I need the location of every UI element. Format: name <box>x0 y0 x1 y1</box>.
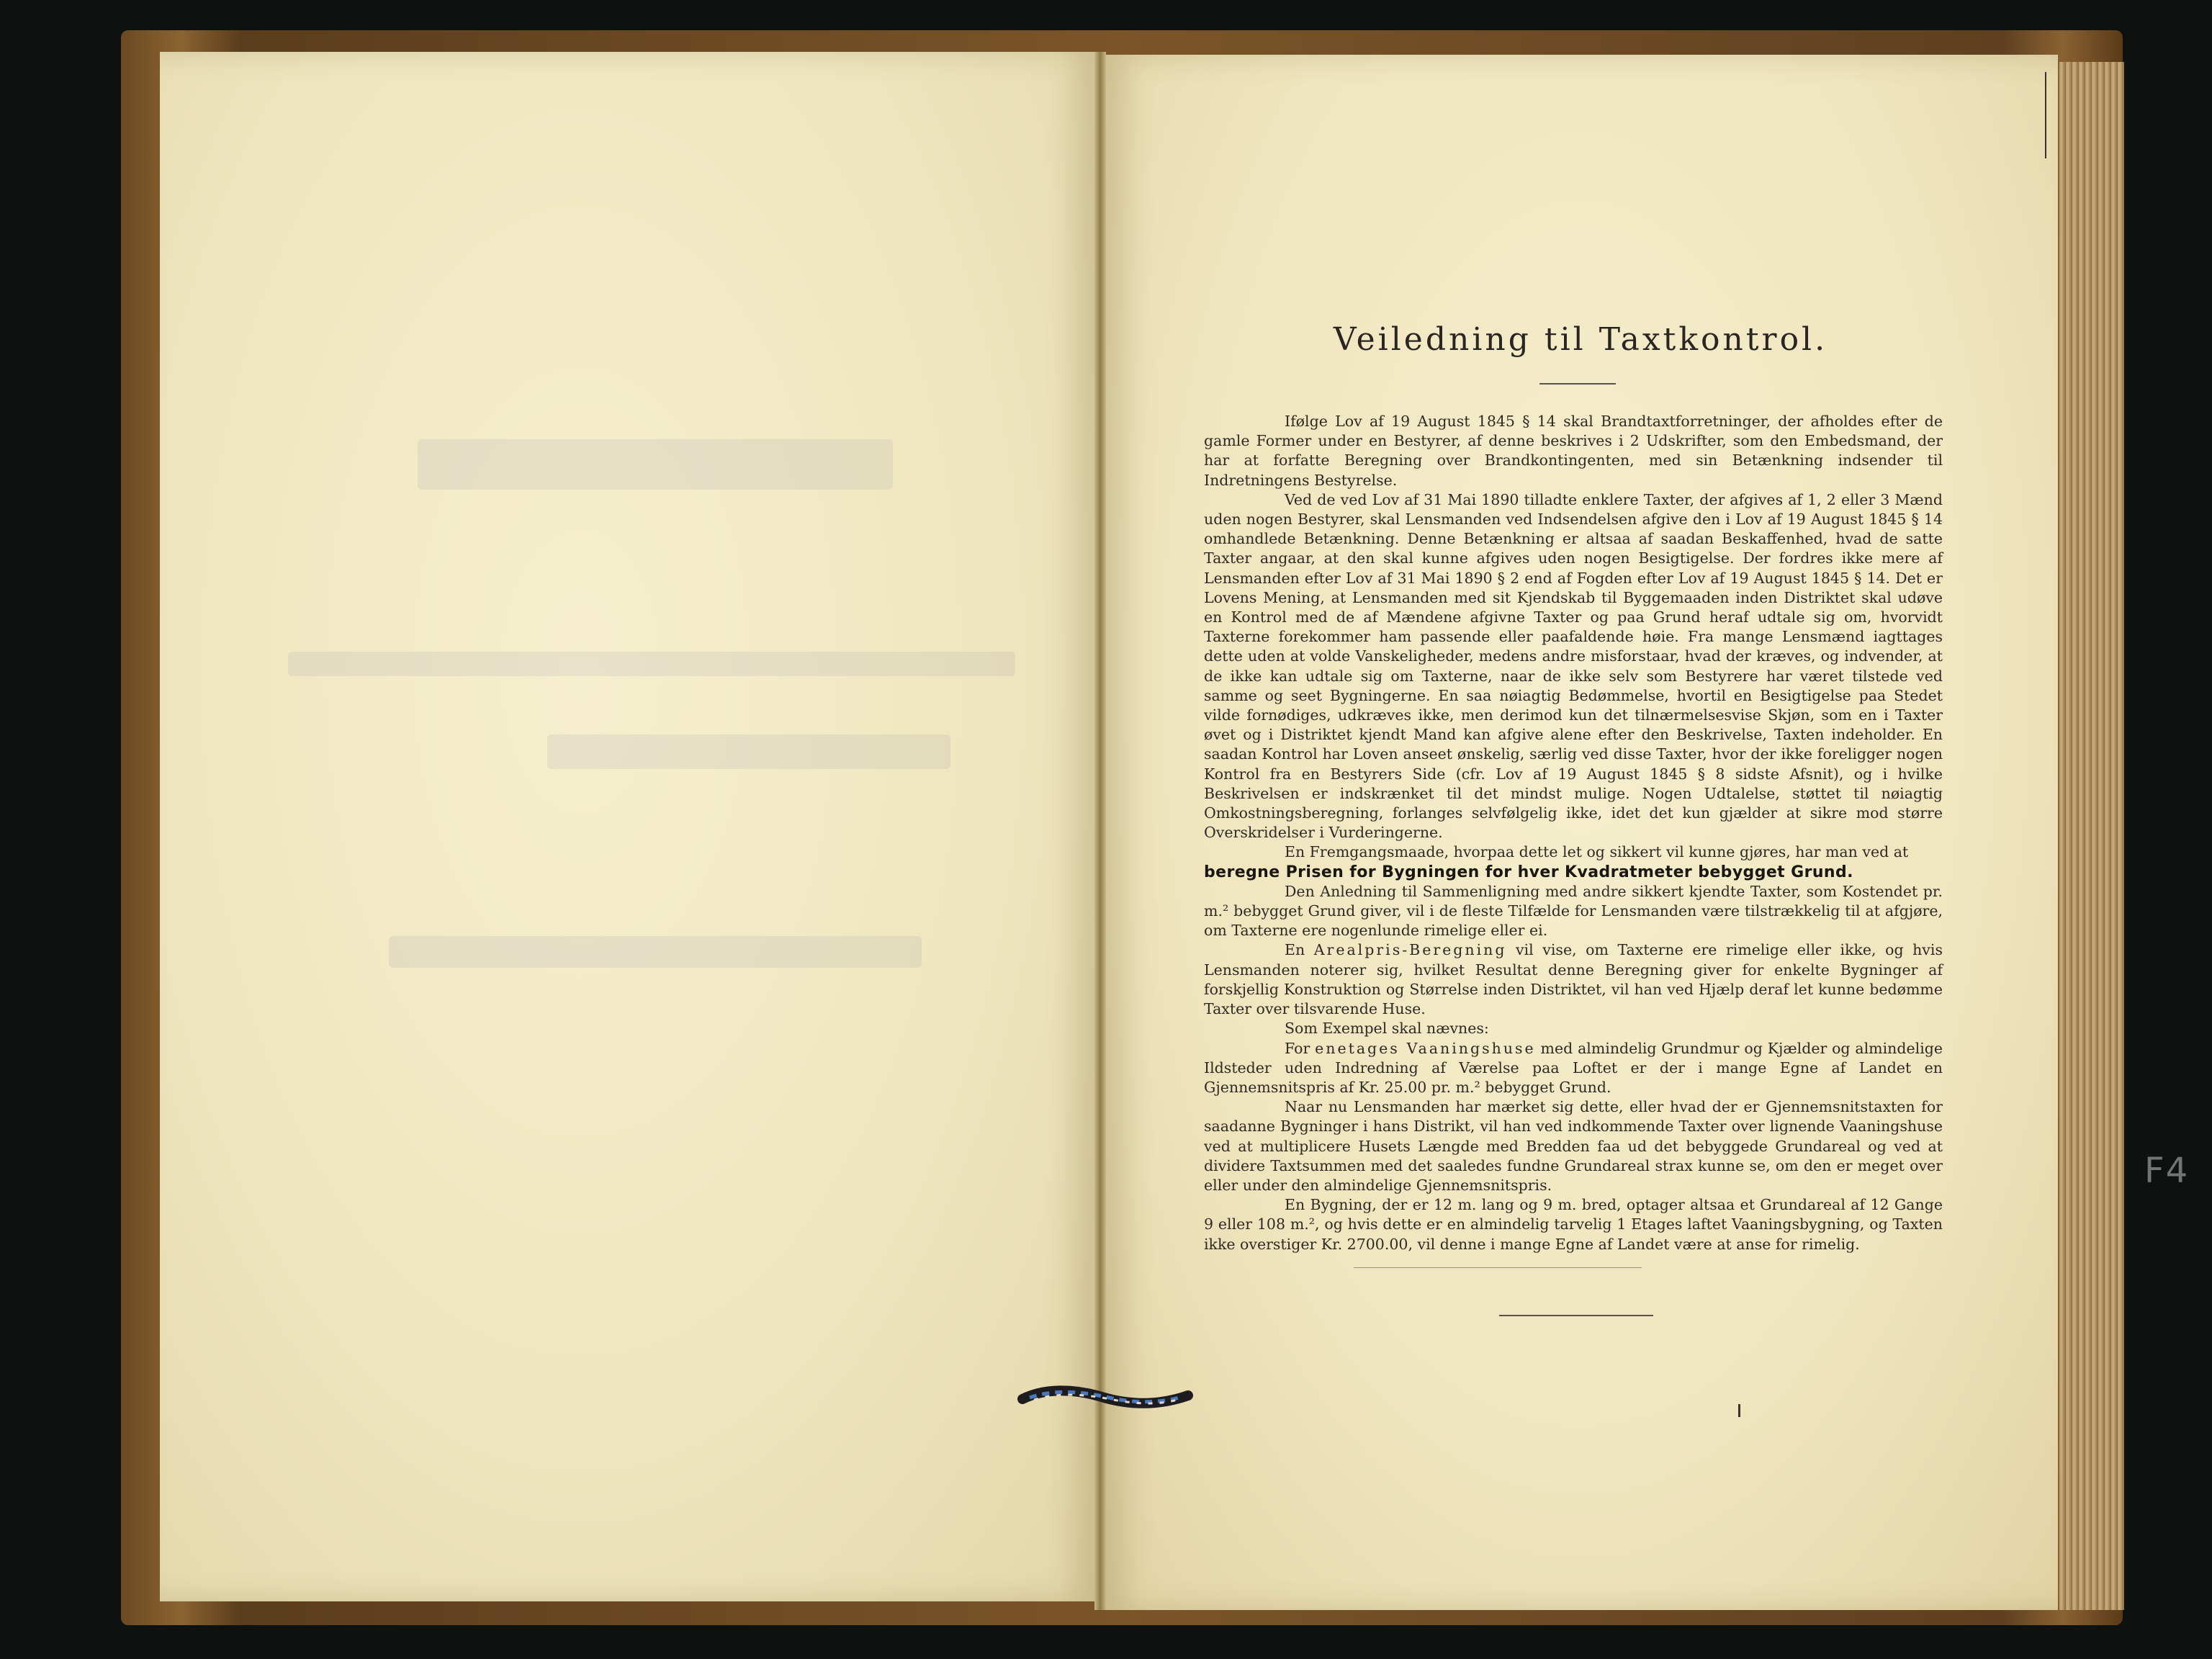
areal-prefix: En <box>1285 941 1305 959</box>
paragraph: Ifølge Lov af 19 August 1845 § 14 skal Brandtaxtforretninger, der afholdes efter de gamle Former under en Bestyrer, af denne beskrives i 2 Udskrifter, som den Embedsmand, der har at forfatte Beregning over Brandkontingenten, med sin Betænkning indsender til Indretningens Bestyrelse. <box>1204 413 1943 489</box>
page-edges <box>2059 62 2124 1610</box>
bleed-through-line <box>389 936 922 968</box>
bleed-through-heading <box>418 439 893 490</box>
bleed-through-line <box>547 734 950 769</box>
instruction-text <box>1204 412 1943 1254</box>
areal-term: Arealpris-Beregning <box>1313 941 1507 959</box>
binding-stitch-icon <box>1015 1381 1195 1414</box>
paragraph: Ved de ved Lov af 31 Mai 1890 tilladte enklere Taxter, der afgives af 1, 2 eller 3 Mænd uden nogen Bestyrer, skal Lensmanden ved Indsendelsen afgive den i Lov af 19 August 1845 § 14 omhandlede Betænkning. Denne Betænkning er altsaa af saadan Beskaffenhed, hvad de satte Taxter angaar, at den skal kunne afgives uden nogen Besigtigelse. Der fordres ikke mere af Lensmanden efter Lov af 31 Mai 1890 § 2 end af Fogden efter Lov af 19 August 1845 § 14. Det er Lovens Mening, at Lensmanden med sit Kjendskab til Byggemaaden inden Distriktet skal udøve en Kontrol med de af Mændene afgivne Taxter og paa Grund heraf udtale sig om, hvorvidt Taxterne forekommer ham passende eller paafaldende høie. Fra mange Lensmænd iagttages dette uden at volde Vanskeligheder, medens andre misforstaar, hvad der kræves, og indvender, at de ikke kan udtale sig om Taxterne, naar de ikke selv som Bestyrere har været tilstede ved samme og seet Bygningerne. En saa nøiagtig Bedømmelse, hvortil en Besigtigelse paa Stedet vilde fornødiges, udkræves ikke, men derimod kun det tilnærmelsesvise Skjøn, som en i Taxter øvet og i Distriktet kjendt Mand kan afgive alene efter den Beskrivelse, Taxten indeholder. En saadan Kontrol har Loven anseet ønskelig, særlig ved disse Taxter, hvor der ikke foreligger nogen Kontrol fra en Bestyrers Side (cfr. Lov af 19 August 1845 § 8 sidste Afsnit), og i hvilke Beskrivelsen er indskrænket til det mindst mulige. Nogen Udtalelse, støttet til nøiagtig Omkostningsberegning, forlanges selvfølgelig ikke, idet det kun gjælder at sikre mod større Overskridelser i Vurderingerne. <box>1204 490 1943 842</box>
end-rule <box>1499 1315 1653 1316</box>
example-prefix: For <box>1285 1039 1310 1057</box>
paragraph: En Fremgangsmaade, hvorpaa dette let og sikkert vil kunne gjøres, har man ved at <box>1285 843 1909 861</box>
paragraph: En Bygning, der er 12 m. lang og 9 m. bred, optager altsaa et Grundareal af 12 Gange 9 eller 108 m.², og hvis dette er en almindelig tarvelig 1 Etages laftet Vaaningsbygning, og Taxten ikke overstiger Kr. 2700.00, vil denne i mange Egne af Landet være at anse for rimelig. <box>1204 1196 1943 1253</box>
bleed-through-line <box>288 652 1015 676</box>
areal-rest: vil vise, om Taxterne ere rimelige eller ikke, og hvis Lensmanden noterer sig, hvilket Resultat denne Beregning giver for enkelte Bygninger af forskjellig Konstruktion og Størrelse inden Distriktet, vil han ved Hjælp deraf let kunne bedømme Taxter over tilsvarende Huse. <box>1204 941 1943 1018</box>
page-title: Veiledning til Taxtkontrol. <box>1333 321 1828 358</box>
left-page <box>160 52 1096 1601</box>
margin-note: F4 <box>2144 1151 2190 1191</box>
paragraph <box>1204 1039 1943 1098</box>
example-term: enetages Vaaningshuse <box>1315 1039 1536 1057</box>
title-underline <box>1539 383 1616 385</box>
paragraph: Naar nu Lensmanden har mærket sig dette, eller hvad der er Gjennemsnitstaxten for saadanne Bygninger i hans Distrikt, vil han ved indkommende Taxter over lignende Vaaningshuse ved at multiplicere Husets Længde med Bredden faa ud det bebyggede Grundareal og ved at dividere Taxtsummen med det saaledes fundne Grundareal strax kunne se, om den er meget over eller under den almindelige Gjennemsnitspris. <box>1204 1098 1943 1194</box>
separator-rule <box>1354 1267 1642 1268</box>
paragraph: Som Exempel skal nævnes: <box>1285 1020 1489 1038</box>
paragraph <box>1204 940 1943 1019</box>
book-gutter <box>1094 52 1106 1610</box>
paragraph: Den Anledning til Sammenligning med andre sikkert kjendte Taxter, som Kostendet pr. m.² bebygget Grund giver, vil i de fleste Tilfælde for Lensmanden være tilstrækkelig til at afgjøre, om Taxterne ere nogenlunde rimelige eller ei. <box>1204 882 1943 940</box>
emphasized-rule: beregne Prisen for Bygningen for hver Kvadratmeter bebygget Grund. <box>1204 863 1853 881</box>
example-rest: med almindelig Grundmur og Kjælder og almindelige Ildsteder uden Indredning af Værelse paa Loftet er der i mange Egne af Landet en Gjennemsnitspris af Kr. 25.00 pr. m.² bebygget Grund. <box>1204 1039 1943 1096</box>
pencil-mark <box>1738 1404 1740 1417</box>
page-rule-mark <box>2045 72 2046 158</box>
